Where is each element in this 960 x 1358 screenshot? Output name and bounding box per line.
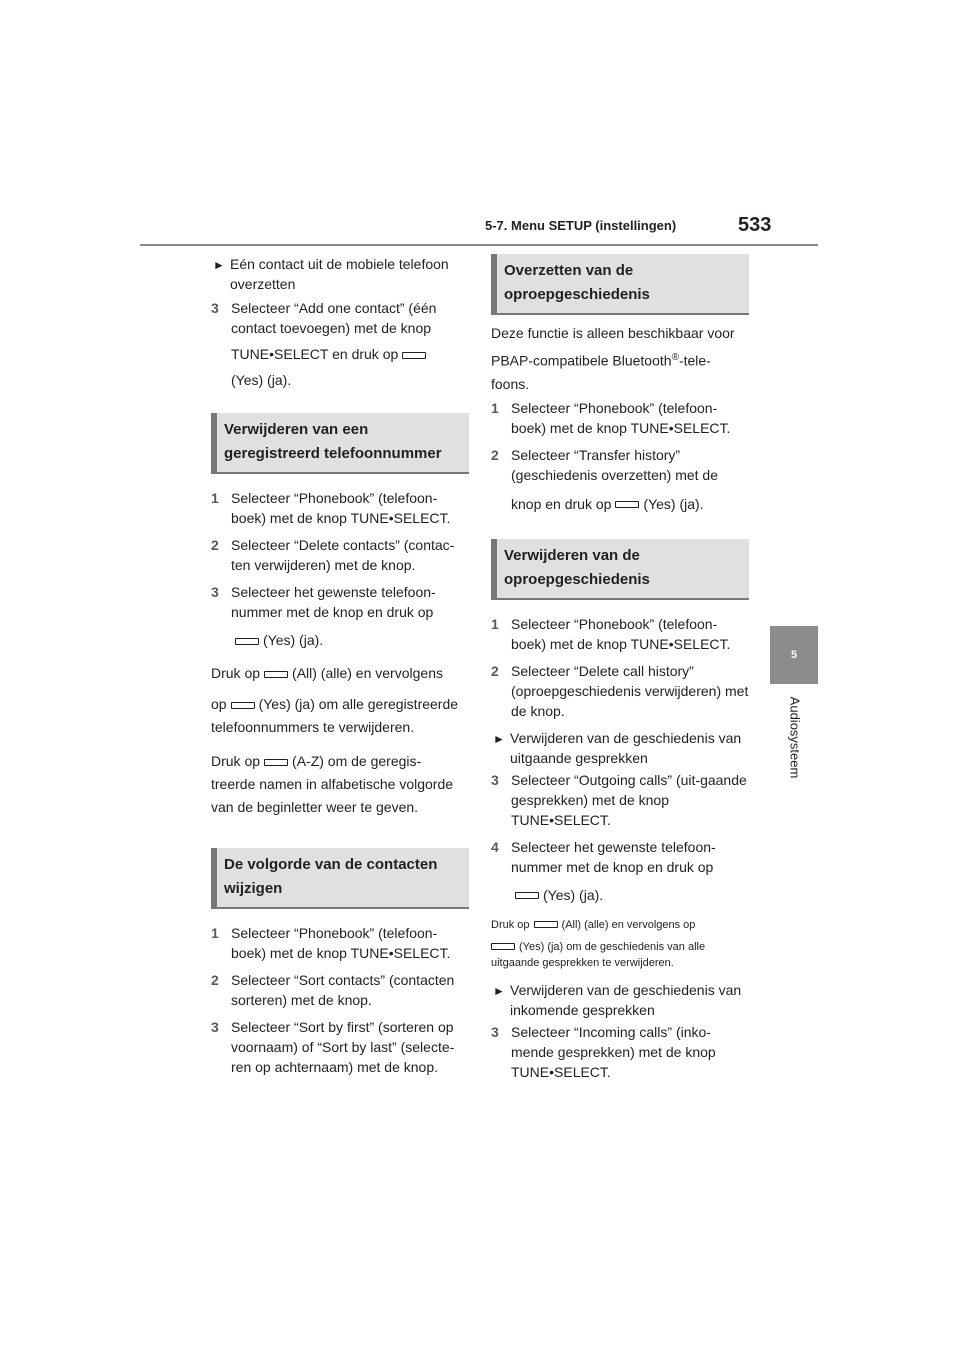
step-3-incoming-calls: 3 Selecteer “Incoming calls” (inko-mende gesprekken) met de knop TUNE•SELECT.: [491, 1023, 716, 1080]
step-4-select-number: 4 Selecteer het gewenste telefoon-nummer met de knop en druk op: [491, 838, 716, 875]
note-sort-az-2: treerde namen in alfabetische volgorde: [211, 776, 454, 792]
step-1-phonebook: 1 Selecteer “Phonebook” (telefoon-boek) met de knop TUNE•SELECT.: [211, 490, 451, 526]
header-divider: [140, 244, 818, 246]
button-symbol-icon: [235, 638, 259, 645]
step-1-phonebook-sort: 1 Selecteer “Phonebook” (telefoon-boek) met de knop TUNE•SELECT.: [211, 925, 451, 961]
step-4-yes-line: (Yes) (ja).: [491, 885, 749, 905]
step-3-yes-line: (Yes) (ja).: [211, 630, 469, 650]
step-2-continued: knop en druk op (Yes) (ja).: [511, 495, 704, 512]
section-heading-delete-number: Verwijderen van een geregistreerd telefoonnummer: [211, 413, 469, 474]
step-3-outgoing-calls: 3 Selecteer “Outgoing calls” (uit-gaande gesprekken) met de knop TUNE•SELECT.: [491, 771, 747, 828]
note-delete-all-2: op (Yes) (ja) om alle geregistreerde: [211, 696, 459, 712]
note-delete-all-3: telefoonnummers te verwijderen.: [211, 719, 415, 735]
arrow-icon: ►: [213, 258, 225, 272]
step-2-delete-call-history: 2 Selecteer “Delete call history” (oproepgeschiedenis verwijderen) met de knop.: [491, 662, 749, 719]
step-2-transfer-history: 2 Selecteer “Transfer history” (geschiedenis overzetten) met de: [491, 446, 718, 483]
button-symbol-icon: [231, 702, 255, 709]
note-delete-all-outgoing-2: (Yes) (ja) om de geschiedenis van alle: [491, 939, 749, 955]
subheading-outgoing-calls: ► Verwijderen van de geschiedenis van uitgaande gesprekken: [493, 729, 742, 766]
intro-line-2: PBAP-compatibele Bluetooth®-tele-: [491, 352, 711, 369]
note-sort-az-3: van de beginletter weer te geven.: [211, 799, 419, 815]
step-2-delete-contacts: 2 Selecteer “Delete contacts” (contac-ten verwijderen) met de knop.: [211, 537, 455, 573]
button-symbol-icon: [264, 759, 288, 766]
note-delete-all: Druk op (All) (alle) en vervolgens: [211, 665, 443, 681]
step-2-sort-contacts: 2 Selecteer “Sort contacts” (contacten sorteren) met de knop.: [211, 972, 455, 1008]
arrow-icon: ►: [493, 983, 505, 998]
step-3-add-one-contact: 3 Selecteer “Add one contact” (één contact toevoegen) met de knop: [211, 300, 437, 336]
button-symbol-icon: [615, 501, 639, 508]
step-1-phonebook-delete: 1 Selecteer “Phonebook” (telefoon-boek) met de knop TUNE•SELECT.: [491, 615, 731, 652]
button-symbol-icon: [264, 671, 288, 678]
section-heading-delete-history: Verwijderen van de oproepgeschiedenis: [491, 539, 749, 600]
step-3-yes: (Yes) (ja).: [231, 372, 292, 388]
right-column: [491, 254, 749, 1082]
intro-line-3: foons.: [491, 375, 530, 392]
chapter-label: Audiosysteem: [787, 696, 803, 779]
left-column: [211, 254, 469, 1077]
arrow-icon: ►: [493, 731, 505, 746]
button-symbol-icon: [515, 892, 539, 899]
step-3-sort-by: 3 Selecteer “Sort by first” (sorteren op voornaam) of “Sort by last” (selecte-ren op achternaam) met de knop.: [211, 1019, 455, 1075]
button-symbol-icon: [402, 352, 426, 359]
subheading-transfer-one-contact: ► Eén contact uit de mobiele telefoon overzetten: [213, 256, 449, 292]
page-number: 533: [738, 214, 772, 236]
section-title: 5-7. Menu SETUP (instellingen): [485, 218, 677, 233]
intro-line-1: Deze functie is alleen beschikbaar voor: [491, 325, 735, 341]
note-delete-all-outgoing: Druk op (All) (alle) en vervolgens op: [491, 918, 696, 931]
step-3-continued: TUNE•SELECT en druk op: [211, 344, 469, 364]
button-symbol-icon: [534, 921, 558, 928]
step-1-phonebook-transfer: 1 Selecteer “Phonebook” (telefoon-boek) met de knop TUNE•SELECT.: [491, 399, 731, 436]
step-3-select-number: 3 Selecteer het gewenste telefoon-nummer met de knop en druk op: [211, 584, 436, 620]
section-heading-contact-order: De volgorde van de contacten wijzigen: [211, 848, 469, 909]
note-sort-az: Druk op (A-Z) om de geregis-: [211, 753, 422, 769]
note-delete-all-outgoing-3: uitgaande gesprekken te verwijderen.: [491, 956, 674, 969]
chapter-tab: 5: [770, 626, 818, 684]
button-symbol-icon: [491, 943, 515, 950]
subheading-incoming-calls: ► Verwijderen van de geschiedenis van inkomende gesprekken: [493, 981, 742, 1018]
section-heading-transfer-history: Overzetten van de oproepgeschiedenis: [491, 254, 749, 315]
